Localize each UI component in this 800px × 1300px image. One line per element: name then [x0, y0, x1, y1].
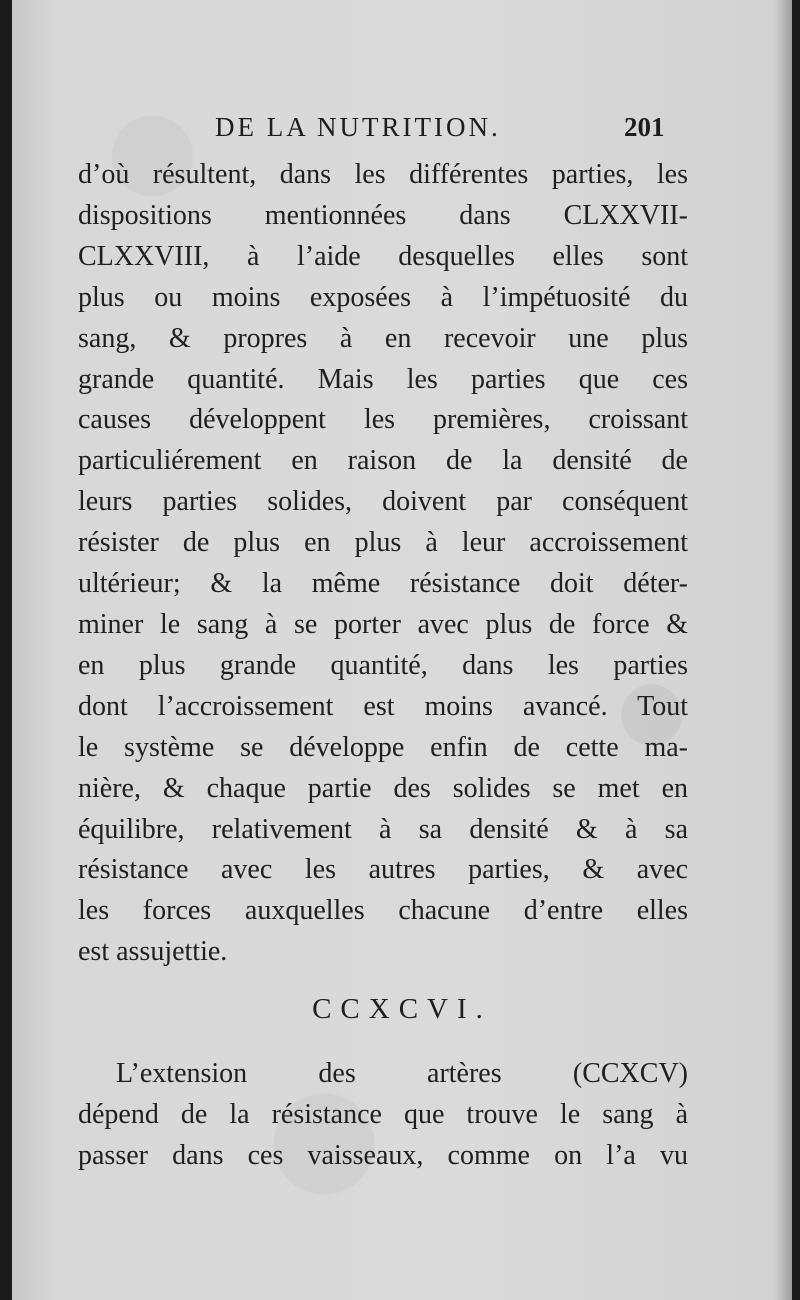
- text-line: nière, & chaque partie des solides se met en: [78, 772, 688, 804]
- section-heading: CCXCVI.: [312, 993, 492, 1025]
- text-line: causes développent les premières, croissant: [78, 404, 688, 436]
- text-line: dont l’accroissement est moins avancé. Tout: [78, 690, 688, 722]
- text-line: grande quantité. Mais les parties que ces: [78, 363, 688, 395]
- paragraph-1: [78, 155, 688, 973]
- text-line: le système se développe enfin de cette ma-: [78, 731, 688, 763]
- paragraph-2: [78, 1053, 688, 1176]
- text-line: CLXXVIII, à l’aide desquelles elles sont: [78, 240, 688, 272]
- page-number: 201: [624, 112, 665, 142]
- text-line: passer dans ces vaisseaux, comme on l’a vu: [78, 1140, 688, 1171]
- text-line: particuliérement en raison de la densité de: [78, 445, 688, 477]
- text-line: miner le sang à se porter avec plus de force &: [78, 608, 688, 640]
- text-line: L’extension des artères (CCXCV): [116, 1058, 688, 1089]
- text-line: ultérieur; & la même résistance doit déter-: [78, 568, 688, 600]
- text-line: sang, & propres à en recevoir une plus: [78, 322, 688, 354]
- text-line: est assujettie.: [78, 936, 228, 968]
- text-line: résistance avec les autres parties, & avec: [78, 854, 688, 886]
- text-line: leurs parties solides, doivent par conséquent: [78, 486, 688, 518]
- text-line: en plus grande quantité, dans les parties: [78, 649, 688, 681]
- text-line: équilibre, relativement à sa densité & à sa: [78, 813, 688, 845]
- book-page: [12, 0, 792, 1300]
- page-header: [12, 108, 792, 148]
- text-line: les forces auxquelles chacune d’entre elles: [78, 895, 688, 927]
- text-line: dépend de la résistance que trouve le sang à: [78, 1099, 688, 1130]
- page-edge-shadow: [774, 0, 792, 1300]
- running-title: DE LA NUTRITION.: [215, 112, 501, 142]
- text-line: résister de plus en plus à leur accroissement: [78, 527, 688, 559]
- text-line: d’où résultent, dans les différentes parties, les: [78, 159, 688, 190]
- text-line: dispositions mentionnées dans CLXXVII-: [78, 199, 688, 231]
- text-line: plus ou moins exposées à l’impétuosité du: [78, 281, 688, 313]
